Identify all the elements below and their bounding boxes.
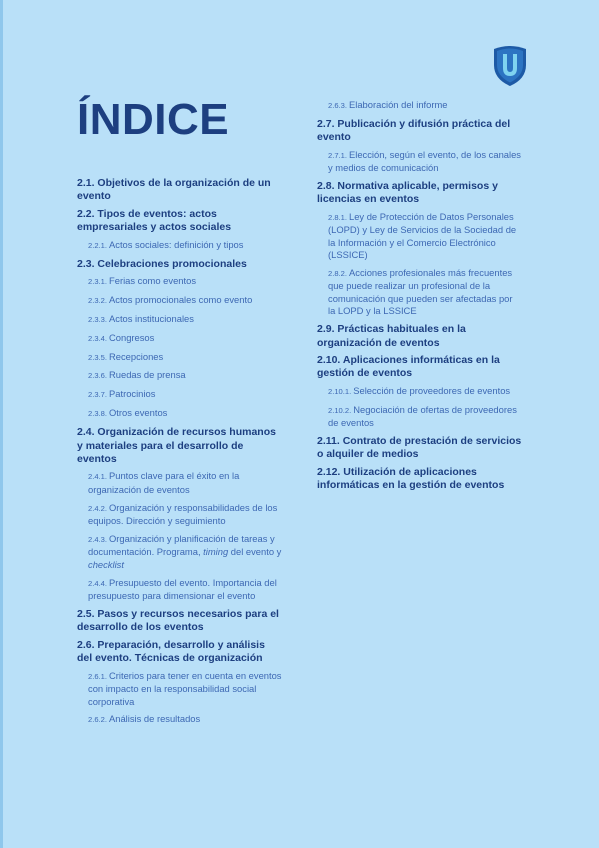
toc-subsection-text: Ruedas de prensa: [109, 369, 186, 381]
toc-subsection-text: Ferias como eventos: [109, 274, 197, 286]
toc-subsection-number: 2.3.8.: [88, 409, 107, 419]
toc-subsection-item: [77, 577, 282, 603]
toc-section-heading: 2.8. Normativa aplicable, permisos y licencias en eventos: [317, 180, 498, 206]
toc-subsection-text: Ley de Protección de Datos Personales (LOPD) y Ley de Servicios de la Sociedad de la Información y el Comercio Electrónico (LSSICE): [328, 210, 517, 261]
toc-subsection-item: [77, 332, 282, 345]
toc-subsection-text: Análisis de resultados: [109, 713, 201, 725]
toc-subsection-number: 2.6.1.: [88, 671, 107, 681]
toc-subsection-item: [77, 275, 282, 288]
toc-subsection-text: Actos institucionales: [109, 312, 194, 324]
toc-section-heading: 2.5. Pasos y recursos necesarios para el desarrollo de los eventos: [77, 608, 279, 634]
toc-subsection-item: [77, 407, 282, 420]
toc-subsection-text: Puntos clave para el éxito en la organización de eventos: [88, 470, 240, 495]
toc-section-heading: 2.7. Publicación y difusión práctica del evento: [317, 117, 511, 144]
toc-subsection-item: [317, 267, 522, 318]
toc-subsection-item: [77, 351, 282, 364]
toc-subsection-text: Criterios para tener en cuenta en eventos con impacto en la responsabilidad social corporativa: [88, 669, 282, 707]
toc-subsection-text: Congresos: [109, 331, 155, 343]
toc-subsection-item: [317, 211, 522, 262]
toc-subsection-number: 2.8.1.: [328, 212, 347, 222]
toc-subsection-number: 2.4.1.: [88, 472, 107, 482]
toc-subsection-item: [317, 404, 522, 430]
toc-subsection-number: 2.3.3.: [88, 314, 107, 324]
toc-subsection-item: [77, 294, 282, 307]
page-edge: [0, 0, 3, 848]
toc-subsection-number: 2.10.1.: [328, 386, 352, 396]
toc-subsection-number: 2.4.4.: [88, 578, 107, 588]
toc-section-heading: 2.3. Celebraciones promocionales: [77, 257, 247, 270]
toc-section-heading: 2.2. Tipos de eventos: actos empresariales y actos sociales: [77, 207, 232, 234]
toc-section-heading: 2.11. Contrato de prestación de servicios o alquiler de medios: [317, 434, 522, 461]
toc-subsection-text: Otros eventos: [109, 407, 168, 419]
toc-subsection-number: 2.3.1.: [88, 276, 107, 286]
toc-subsection-number: 2.3.2.: [88, 295, 107, 305]
toc-subsection-text: Recepciones: [109, 350, 164, 362]
toc-subsection-item: [77, 239, 282, 252]
toc-subsection-item: [77, 470, 282, 496]
toc-section-heading: 2.12. Utilización de aplicaciones informáticas en la gestión de eventos: [317, 465, 505, 492]
toc-subsection-text: Elaboración del informe: [349, 99, 448, 110]
toc-subsection-italic-term: timing: [203, 546, 229, 558]
toc-subsection-number: 2.3.7.: [88, 390, 107, 400]
toc-subsection-text: Patrocinios: [109, 388, 156, 400]
toc-subsection-number: 2.6.3.: [328, 101, 347, 110]
toc-section-heading: 2.9. Prácticas habituales en la organización de eventos: [317, 323, 466, 349]
toc-subsection-item: [317, 149, 522, 175]
toc-subsection-number: 2.2.1.: [88, 240, 107, 250]
toc-subsection-number: 2.3.4.: [88, 333, 107, 343]
toc-subsection-item: [77, 369, 282, 382]
toc-section-heading: 2.4. Organización de recursos humanos y materiales para el desarrollo de eventos: [77, 426, 276, 465]
toc-subsection-item: [77, 713, 282, 726]
toc-section-heading: 2.6. Preparación, desarrollo y análisis del evento. Técnicas de organización: [77, 638, 265, 665]
toc-subsection-item: [77, 533, 282, 571]
toc-subsection-text: Organización y responsabilidades de los equipos. Dirección y seguimiento: [88, 501, 278, 527]
toc-subsection-number: 2.3.5.: [88, 352, 107, 362]
toc-subsection-text: Negociación de ofertas de proveedores de eventos: [328, 403, 517, 429]
toc-subsection-text: del evento y: [228, 546, 282, 558]
toc-subsection-number: 2.3.6.: [88, 371, 107, 381]
toc-right-column: [317, 99, 522, 497]
toc-section-heading: 2.1. Objetivos de la organización de un evento: [77, 177, 271, 203]
toc-left-column: [77, 177, 282, 732]
toc-subsection-item: [77, 388, 282, 401]
toc-subsection-italic-term: checklist: [88, 558, 124, 570]
toc-subsection-number: 2.7.1.: [328, 150, 347, 160]
toc-subsection-text: Actos promocionales como evento: [109, 293, 253, 305]
toc-subsection-number: 2.4.3.: [88, 535, 107, 545]
toc-subsection-number: 2.4.2.: [88, 503, 107, 513]
toc-section-heading: 2.10. Aplicaciones informáticas en la gestión de eventos: [317, 353, 500, 380]
toc-subsection-number: 2.8.2.: [328, 268, 347, 278]
page-title: ÍNDICE: [77, 95, 230, 144]
toc-subsection-text: Organización y planificación de tareas y documentación. Programa,: [88, 533, 275, 558]
toc-subsection-text: Acciones profesionales más frecuentes que puede realizar un profesional de la comunicación que pueden ser afectadas por la LOPD y la LSSICE: [328, 266, 513, 317]
toc-subsection-item: [317, 385, 522, 398]
toc-subsection-item: [77, 313, 282, 326]
toc-subsection-item: [317, 99, 522, 112]
toc-subsection-item: [77, 502, 282, 528]
toc-subsection-text: Elección, según el evento, de los canales y medios de comunicación: [328, 148, 521, 174]
toc-subsection-text: Presupuesto del evento. Importancia del presupuesto para dimensionar el evento: [88, 576, 277, 602]
toc-subsection-number: 2.10.2.: [328, 405, 352, 415]
toc-subsection-item: [77, 670, 282, 708]
toc-subsection-number: 2.6.2.: [88, 715, 107, 725]
shield-u-logo-icon: [490, 43, 530, 87]
toc-subsection-text: Actos sociales: definición y tipos: [109, 238, 244, 250]
toc-subsection-text: Selección de proveedores de eventos: [353, 384, 511, 396]
